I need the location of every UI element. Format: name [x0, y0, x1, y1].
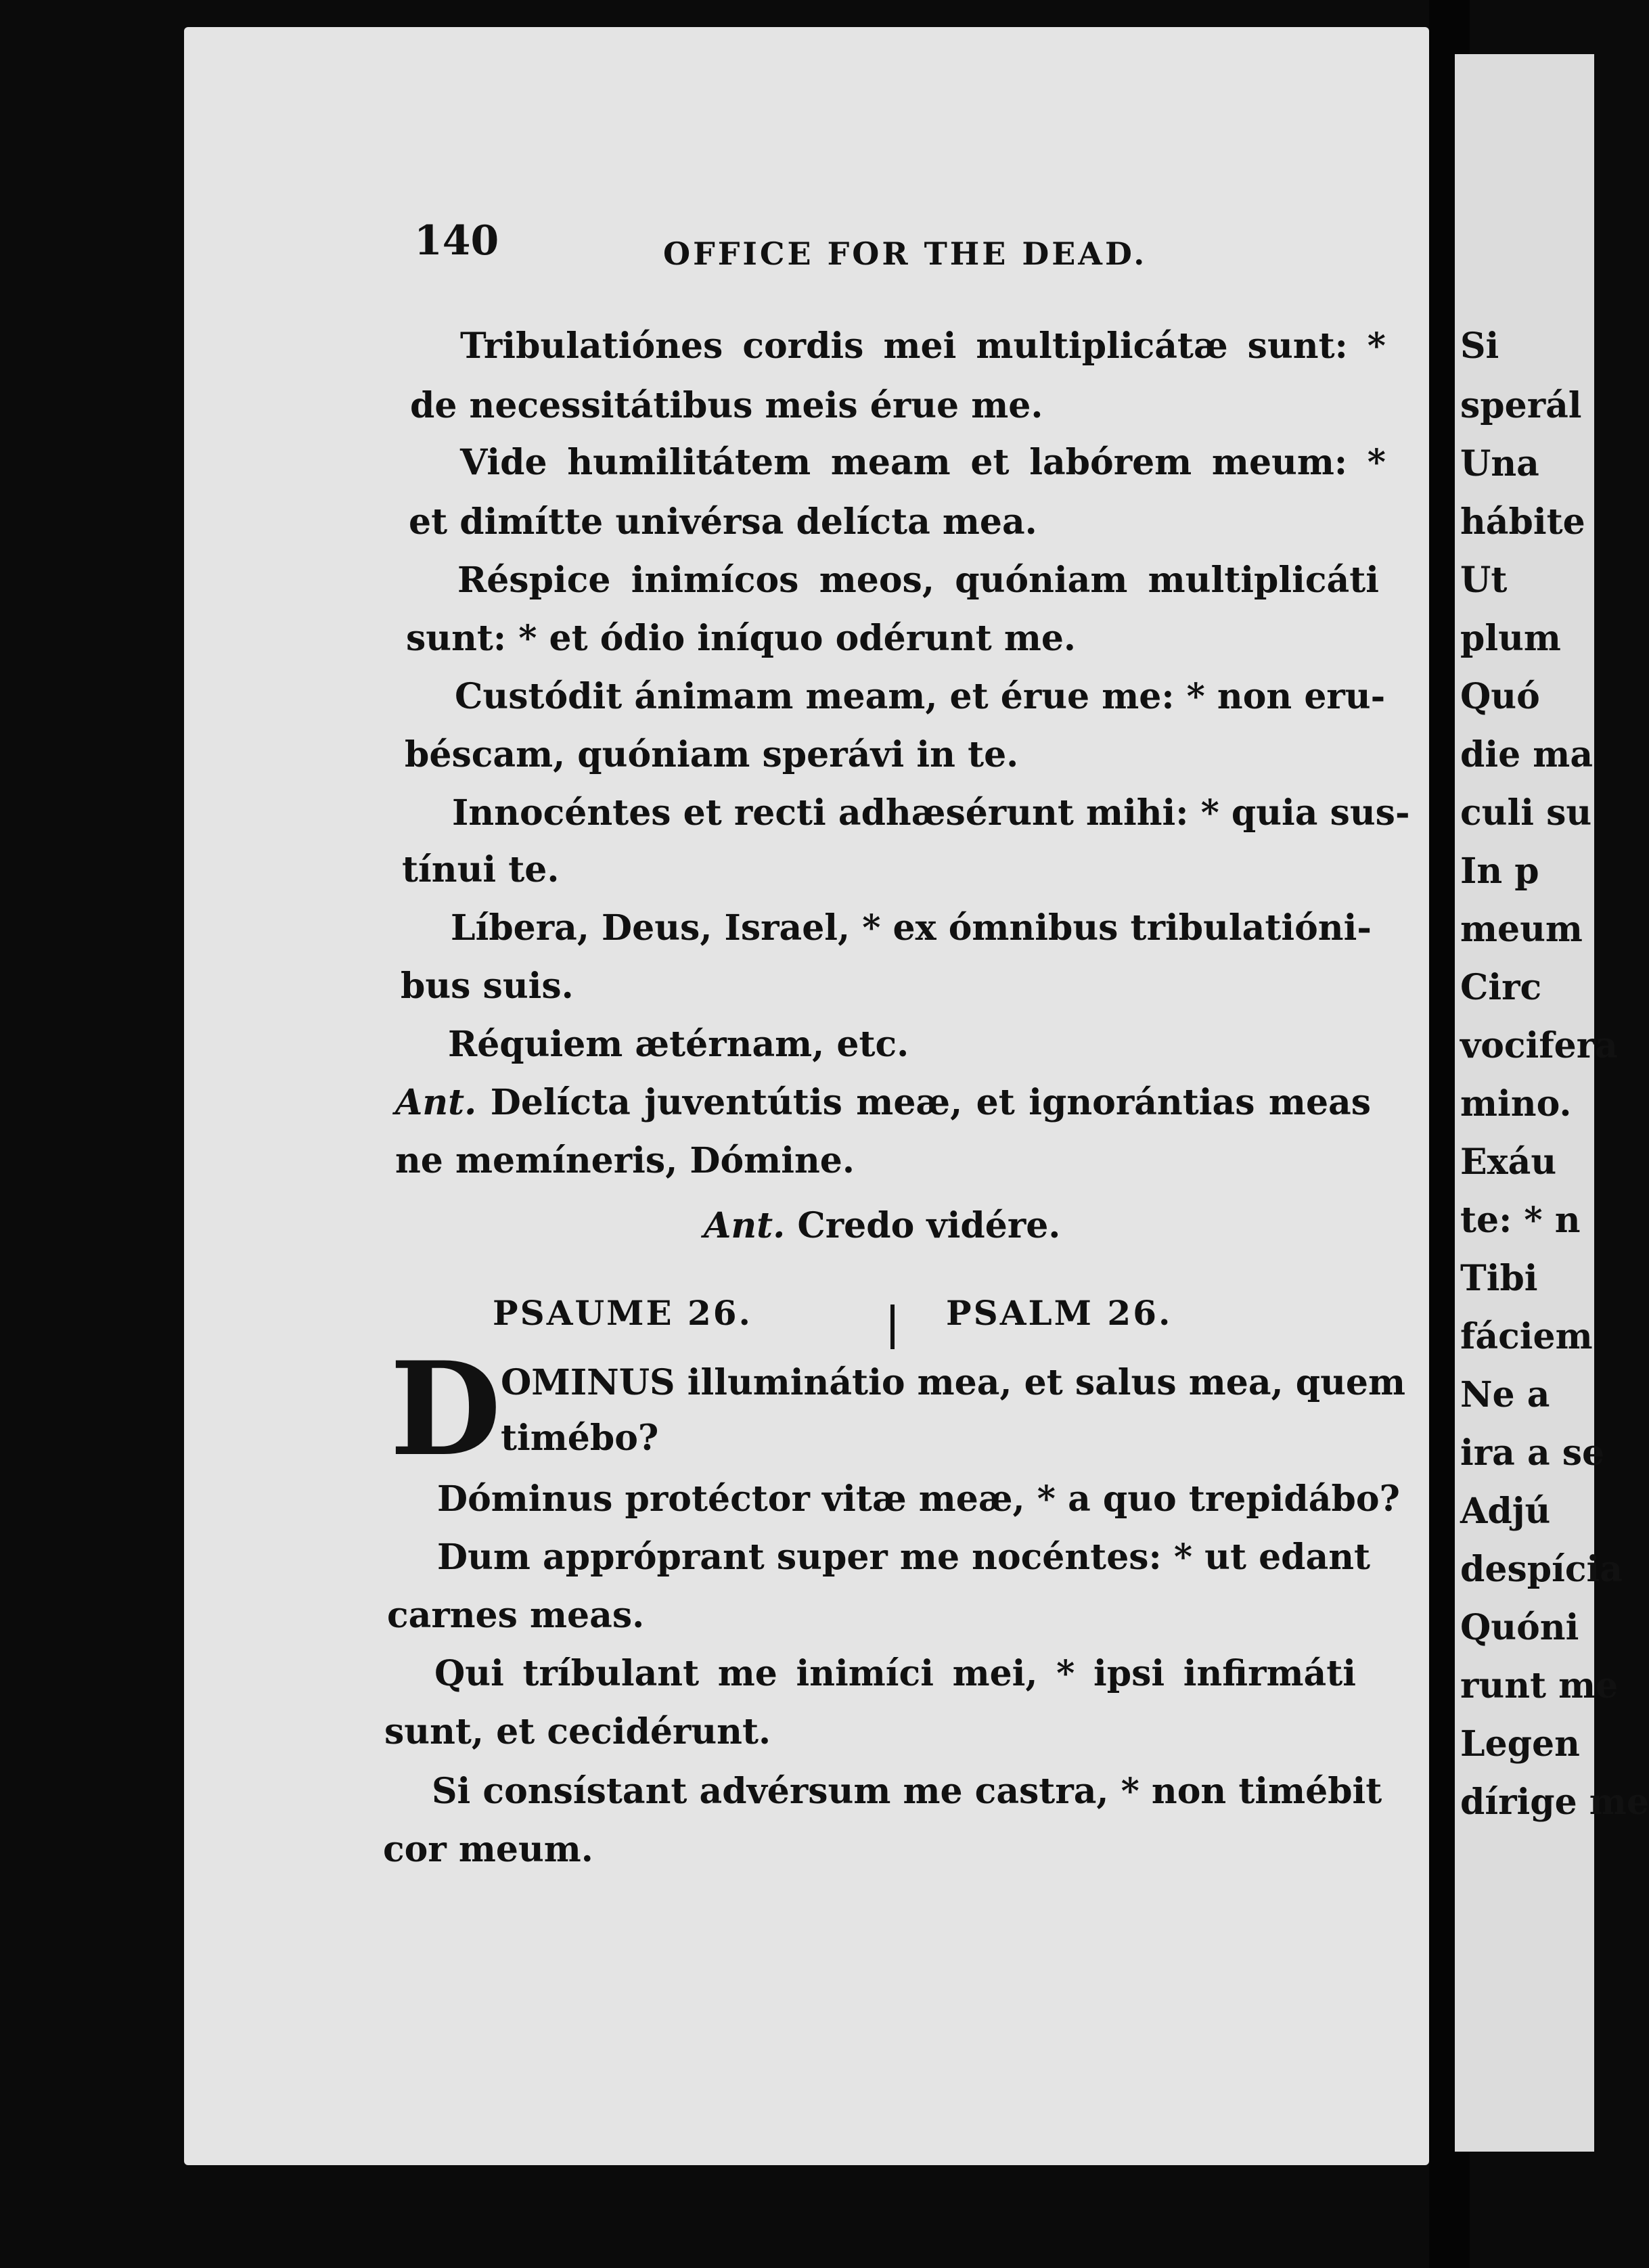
right-page-fragment: ira a se [1460, 1432, 1605, 1474]
right-page-fragment: die ma [1460, 734, 1594, 775]
right-page-fragment: Adjú [1460, 1491, 1551, 1532]
right-page-fragment: In p [1460, 850, 1539, 892]
right-page-fragment: dírige me [1460, 1782, 1649, 1823]
right-page-fragment: plum [1460, 618, 1561, 659]
antiphon-text: Credo vidére. [797, 1205, 1061, 1246]
right-page-fragment: Circ [1460, 967, 1542, 1008]
verse-line: Líbera, Deus, Israel, * ex ómnibus tribulatióni- [451, 907, 1372, 949]
verse-line: Réquiem ætérnam, etc. [448, 1024, 909, 1065]
right-page-fragment: Legen [1460, 1723, 1580, 1765]
verse-line: Réspice inimícos meos, quóniam multiplicáti [457, 560, 1379, 601]
psalm-line: carnes meas. [387, 1595, 645, 1636]
right-page-fragment: Tibi [1460, 1258, 1538, 1299]
verse-line: Innocéntes et recti adhæsérunt mihi: * quia sus- [452, 792, 1410, 834]
verse-line: Tribulatiónes cordis mei multiplicátæ sunt: * [460, 325, 1386, 367]
verse-line: Vide humilitátem meam et labórem meum: * [460, 442, 1386, 483]
right-page-fragment: Quóni [1460, 1607, 1579, 1648]
verse-line: et dimítte univérsa delícta mea. [409, 501, 1037, 543]
antiphon-label: Ant. [395, 1082, 477, 1123]
right-page-fragment: Quó [1460, 676, 1540, 717]
column-separator [890, 1305, 895, 1349]
right-page-fragment: vocifera [1460, 1025, 1618, 1066]
right-page-fragment: runt me [1460, 1665, 1619, 1706]
psalm-line: OMINUS illuminátio mea, et salus mea, quem [501, 1362, 1406, 1403]
running-head: OFFICE FOR THE DEAD. [663, 235, 1148, 272]
verse-line: tínui te. [402, 849, 560, 890]
right-page-fragment: hábite [1460, 501, 1585, 543]
antiphon-line [704, 1205, 1061, 1246]
right-page-fragment: Ut [1460, 560, 1508, 601]
antiphon-line [395, 1082, 1371, 1123]
psalm-line: Si consístant advérsum me castra, * non timébit [432, 1771, 1382, 1812]
verse-line: sunt: * et ódio iníquo odérunt me. [406, 618, 1077, 659]
antiphon-text: Delícta juventútis meæ, et ignorántias meas [490, 1082, 1371, 1123]
right-page-fragment: despícia [1460, 1549, 1623, 1590]
right-page-fragment: fáciem [1460, 1316, 1593, 1357]
right-page-fragment: meum [1460, 909, 1583, 950]
right-page-fragment: te: * n [1460, 1200, 1581, 1241]
psalm-line: Dóminus protéctor vitæ meæ, * a quo trepidábo? [437, 1478, 1400, 1520]
psalm-line: sunt, et cecidérunt. [384, 1711, 771, 1752]
right-page-fragment: Exáu [1460, 1141, 1557, 1183]
psalm-line: Qui tríbulant me inimíci mei, * ipsi infirmáti [434, 1653, 1356, 1694]
right-page-fragment: Ne a [1460, 1374, 1550, 1415]
right-page-fragment: Una [1460, 443, 1539, 484]
page-number: 140 [414, 217, 499, 265]
right-page-fragment: Si [1460, 325, 1499, 367]
psalm-line: Dum appróprant super me nocéntes: * ut edant [437, 1537, 1371, 1578]
verse-line: de necessitátibus meis érue me. [410, 385, 1043, 426]
psalm-heading-english: PSALM 26. [946, 1293, 1173, 1333]
drop-cap: D [390, 1334, 501, 1484]
antiphon-label: Ant. [704, 1205, 786, 1246]
right-page-fragment: sperál [1460, 385, 1582, 426]
right-page-fragment: culi su [1460, 792, 1592, 834]
psalm-line: timébo? [501, 1418, 659, 1459]
antiphon-line: ne memíneris, Dómine. [395, 1140, 855, 1181]
verse-line: Custódit ánimam meam, et érue me: * non eru- [455, 676, 1386, 717]
right-page-fragment: mino. [1460, 1083, 1572, 1125]
verse-line: bus suis. [401, 966, 574, 1007]
psalm-line: cor meum. [383, 1829, 593, 1870]
verse-line: béscam, quóniam sperávi in te. [405, 734, 1019, 775]
psalm-heading-french: PSAUME 26. [493, 1293, 752, 1333]
